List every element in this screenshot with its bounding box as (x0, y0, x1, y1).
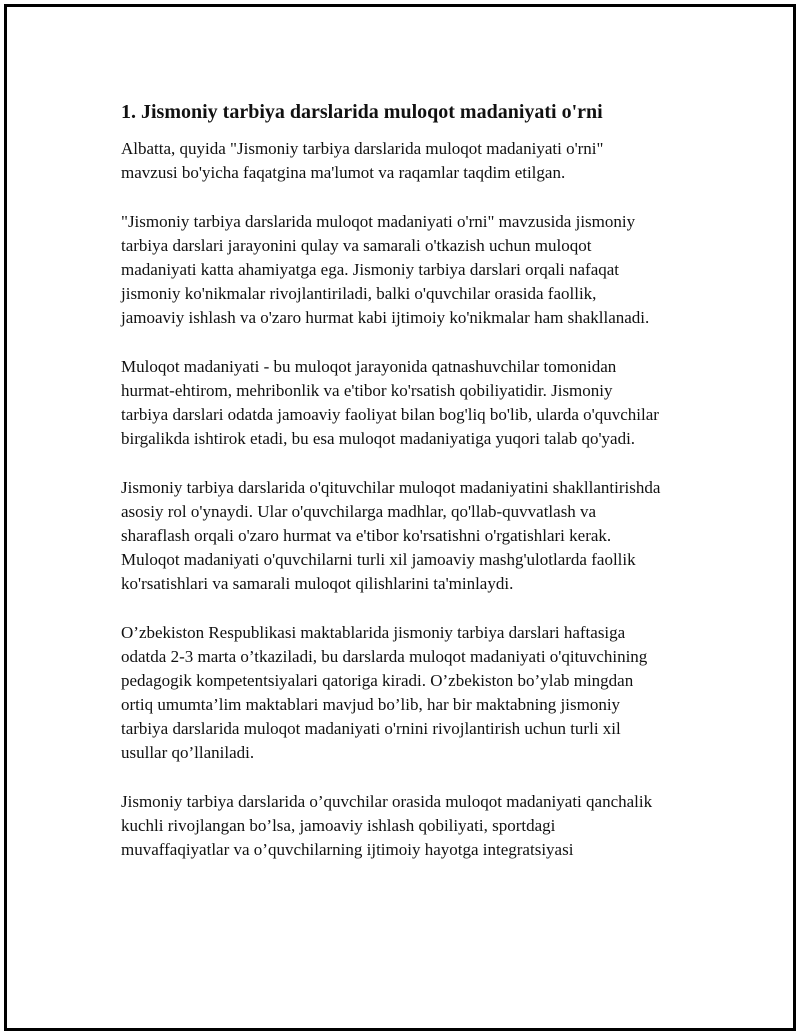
paragraph: Jismoniy tarbiya darslarida o'qituvchilar muloqot madaniyatini shakllantirishda asosiy rol o'ynaydi. Ular o'quvchilarga madhlar, qo'llab-quvvatlash va sharaflash orqali o'zaro hurmat va e'tibor ko'rsatishni o'rgatishlari kerak. Muloqot madaniyati o'quvchilarni turli xil jamoaviy mashg'ulotlarda faollik ko'rsatishlari va samarali muloqot qilishlarini ta'minlaydi. (121, 478, 661, 593)
paragraph: Albatta, quyida "Jismoniy tarbiya darslarida muloqot madaniyati o'rni" mavzusi bo'yicha faqatgina ma'lumot va raqamlar taqdim etilgan. (121, 139, 604, 182)
paragraph: Jismoniy tarbiya darslarida o’quvchilar orasida muloqot madaniyati qanchalik kuchli rivojlangan bo’lsa, jamoaviy ishlash qobiliyati, sportdagi muvaffaqiyatlar va o’quvchilarning ijtimoiy hayotga integratsiyasi (121, 792, 653, 859)
document-body (121, 99, 661, 887)
document-title: 1. Jismoniy tarbiya darslarida muloqot madaniyati o'rni (121, 101, 603, 123)
paragraph: "Jismoniy tarbiya darslarida muloqot madaniyati o'rni" mavzusida jismoniy tarbiya darslari jarayonini qulay va samarali o'tkazish uchun muloqot madaniyati katta ahamiyatga ega. Jismoniy tarbiya darslari orqali nafaqat jismoniy ko'nikmalar rivojlantiriladi, balki o'quvchilar orasida faollik, jamoaviy ishlash va o'zaro hurmat kabi ijtimoiy ko'nikmalar ham shakllanadi. (121, 212, 650, 327)
paragraph: Muloqot madaniyati - bu muloqot jarayonida qatnashuvchilar tomonidan hurmat-ehtirom, mehribonlik va e'tibor ko'rsatish qobiliyatidir. Jismoniy tarbiya darslari odatda jamoaviy faoliyat bilan bog'liq bo'lib, ularda o'quvchilar birgalikda ishtirok etadi, bu esa muloqot madaniyatiga yuqori talab qo'yadi. (121, 357, 659, 448)
document-page (4, 4, 796, 1031)
paragraph: O’zbekiston Respublikasi maktablarida jismoniy tarbiya darslari haftasiga odatda 2-3 marta o’tkaziladi, bu darslarda muloqot madaniyati o'qituvchining pedagogik kompetentsiyalari qatoriga kiradi. O’zbekiston bo’ylab mingdan ortiq umumta’lim maktablari mavjud bo’lib, har bir maktabning jismoniy tarbiya darslarida muloqot madaniyati o'rnini rivojlantirish uchun turli xil usullar qo’llaniladi. (121, 623, 648, 762)
